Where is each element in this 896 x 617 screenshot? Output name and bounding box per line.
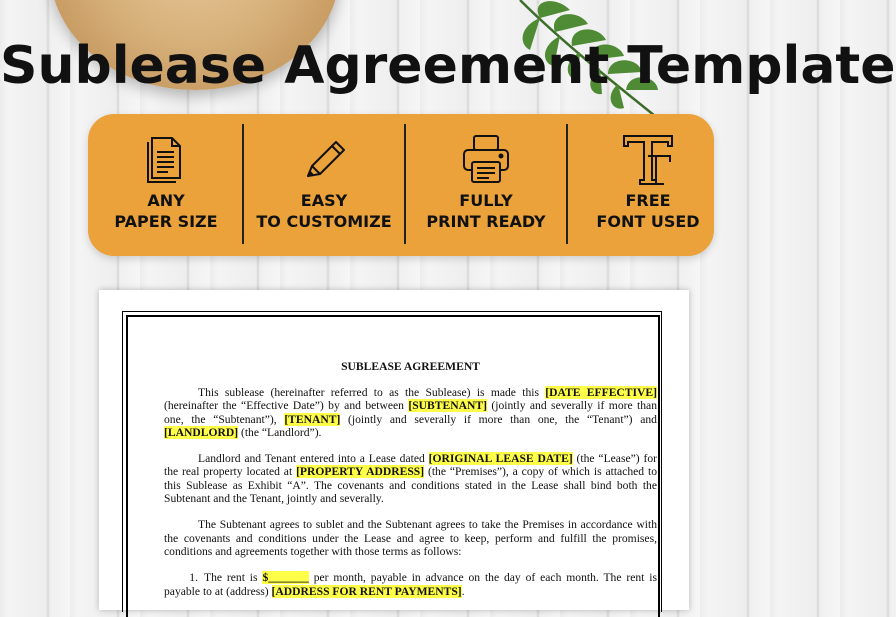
text: This sublease (hereinafter referred to as the Sublease) is made this [198, 386, 546, 399]
page-title: Sublease Agreement Template [0, 36, 896, 96]
text: (the “Landlord”). [238, 425, 322, 439]
list-item-rent [164, 571, 657, 598]
field-subtenant[interactable]: [SUBTENANT] [408, 399, 487, 413]
feature-line1: ANY [147, 191, 185, 210]
text: (the “Lease”) for the real property located at [164, 452, 657, 479]
text: per month, payable in advance on the day of each month. The rent is payable to at (address) [164, 571, 657, 598]
feature-line2: PAPER SIZE [114, 212, 218, 231]
printer-icon [456, 132, 516, 188]
document-body [164, 360, 657, 598]
paragraph-lease [164, 452, 657, 505]
field-date-effective[interactable]: [DATE EFFECTIVE] [545, 386, 658, 399]
field-property-address[interactable]: [PROPERTY ADDRESS] [296, 465, 425, 479]
feature-fully-print-ready [408, 114, 564, 256]
paragraph-terms [164, 518, 657, 558]
text: (the “Premises”), a copy of which is attached to this Sublease as Exhibit “A”. The covenants and conditions stated in the Lease shall bind both the Subtenant and the Tenant, jointly and severally. [164, 465, 657, 506]
text: Landlord and Tenant entered into a Lease dated [198, 452, 429, 466]
feature-line1: FULLY [459, 191, 513, 210]
feature-any-paper-size [88, 114, 244, 256]
feature-free-font-used [570, 114, 726, 256]
text: The Subtenant agrees to sublet and the Subtenant agrees to take the Premises in accordance with the covenants and conditions under the Lease and agree to keep, perform and fulfill the promises, conditions and agreements together with those terms as follows: [164, 518, 657, 558]
divider [242, 124, 244, 244]
document-heading: SUBLEASE AGREEMENT [341, 360, 480, 373]
field-tenant[interactable]: [TENANT] [284, 412, 341, 426]
text: The rent is [204, 571, 263, 585]
font-icon [618, 132, 678, 188]
text: (jointly and severally if more than one, the “Subtenant”), [164, 399, 657, 426]
field-rent-amount[interactable]: $_______ [262, 571, 309, 585]
text: (jointly and severally if more than one, the “Tenant”) and [340, 412, 657, 426]
list-number: 1. [189, 571, 198, 585]
text: . [461, 584, 465, 598]
feature-line2: FONT USED [596, 212, 700, 231]
feature-line1: EASY [300, 191, 348, 210]
divider [566, 124, 568, 244]
features-banner [88, 114, 714, 256]
text: (hereinafter the “Effective Date”) by and between [164, 399, 409, 413]
feature-line2: PRINT READY [426, 212, 546, 231]
feature-line2: TO CUSTOMIZE [256, 212, 392, 231]
field-landlord[interactable]: [LANDLORD] [164, 425, 239, 439]
feature-easy-to-customize [246, 114, 402, 256]
paragraph-parties [164, 386, 657, 439]
feature-line1: FREE [625, 191, 671, 210]
divider [404, 124, 406, 244]
field-rent-payment-address[interactable]: [ADDRESS FOR RENT PAYMENTS] [271, 584, 462, 598]
pencil-icon [294, 132, 354, 188]
field-original-lease-date[interactable]: [ORIGINAL LEASE DATE] [428, 452, 573, 466]
document-copies-icon [136, 132, 196, 188]
